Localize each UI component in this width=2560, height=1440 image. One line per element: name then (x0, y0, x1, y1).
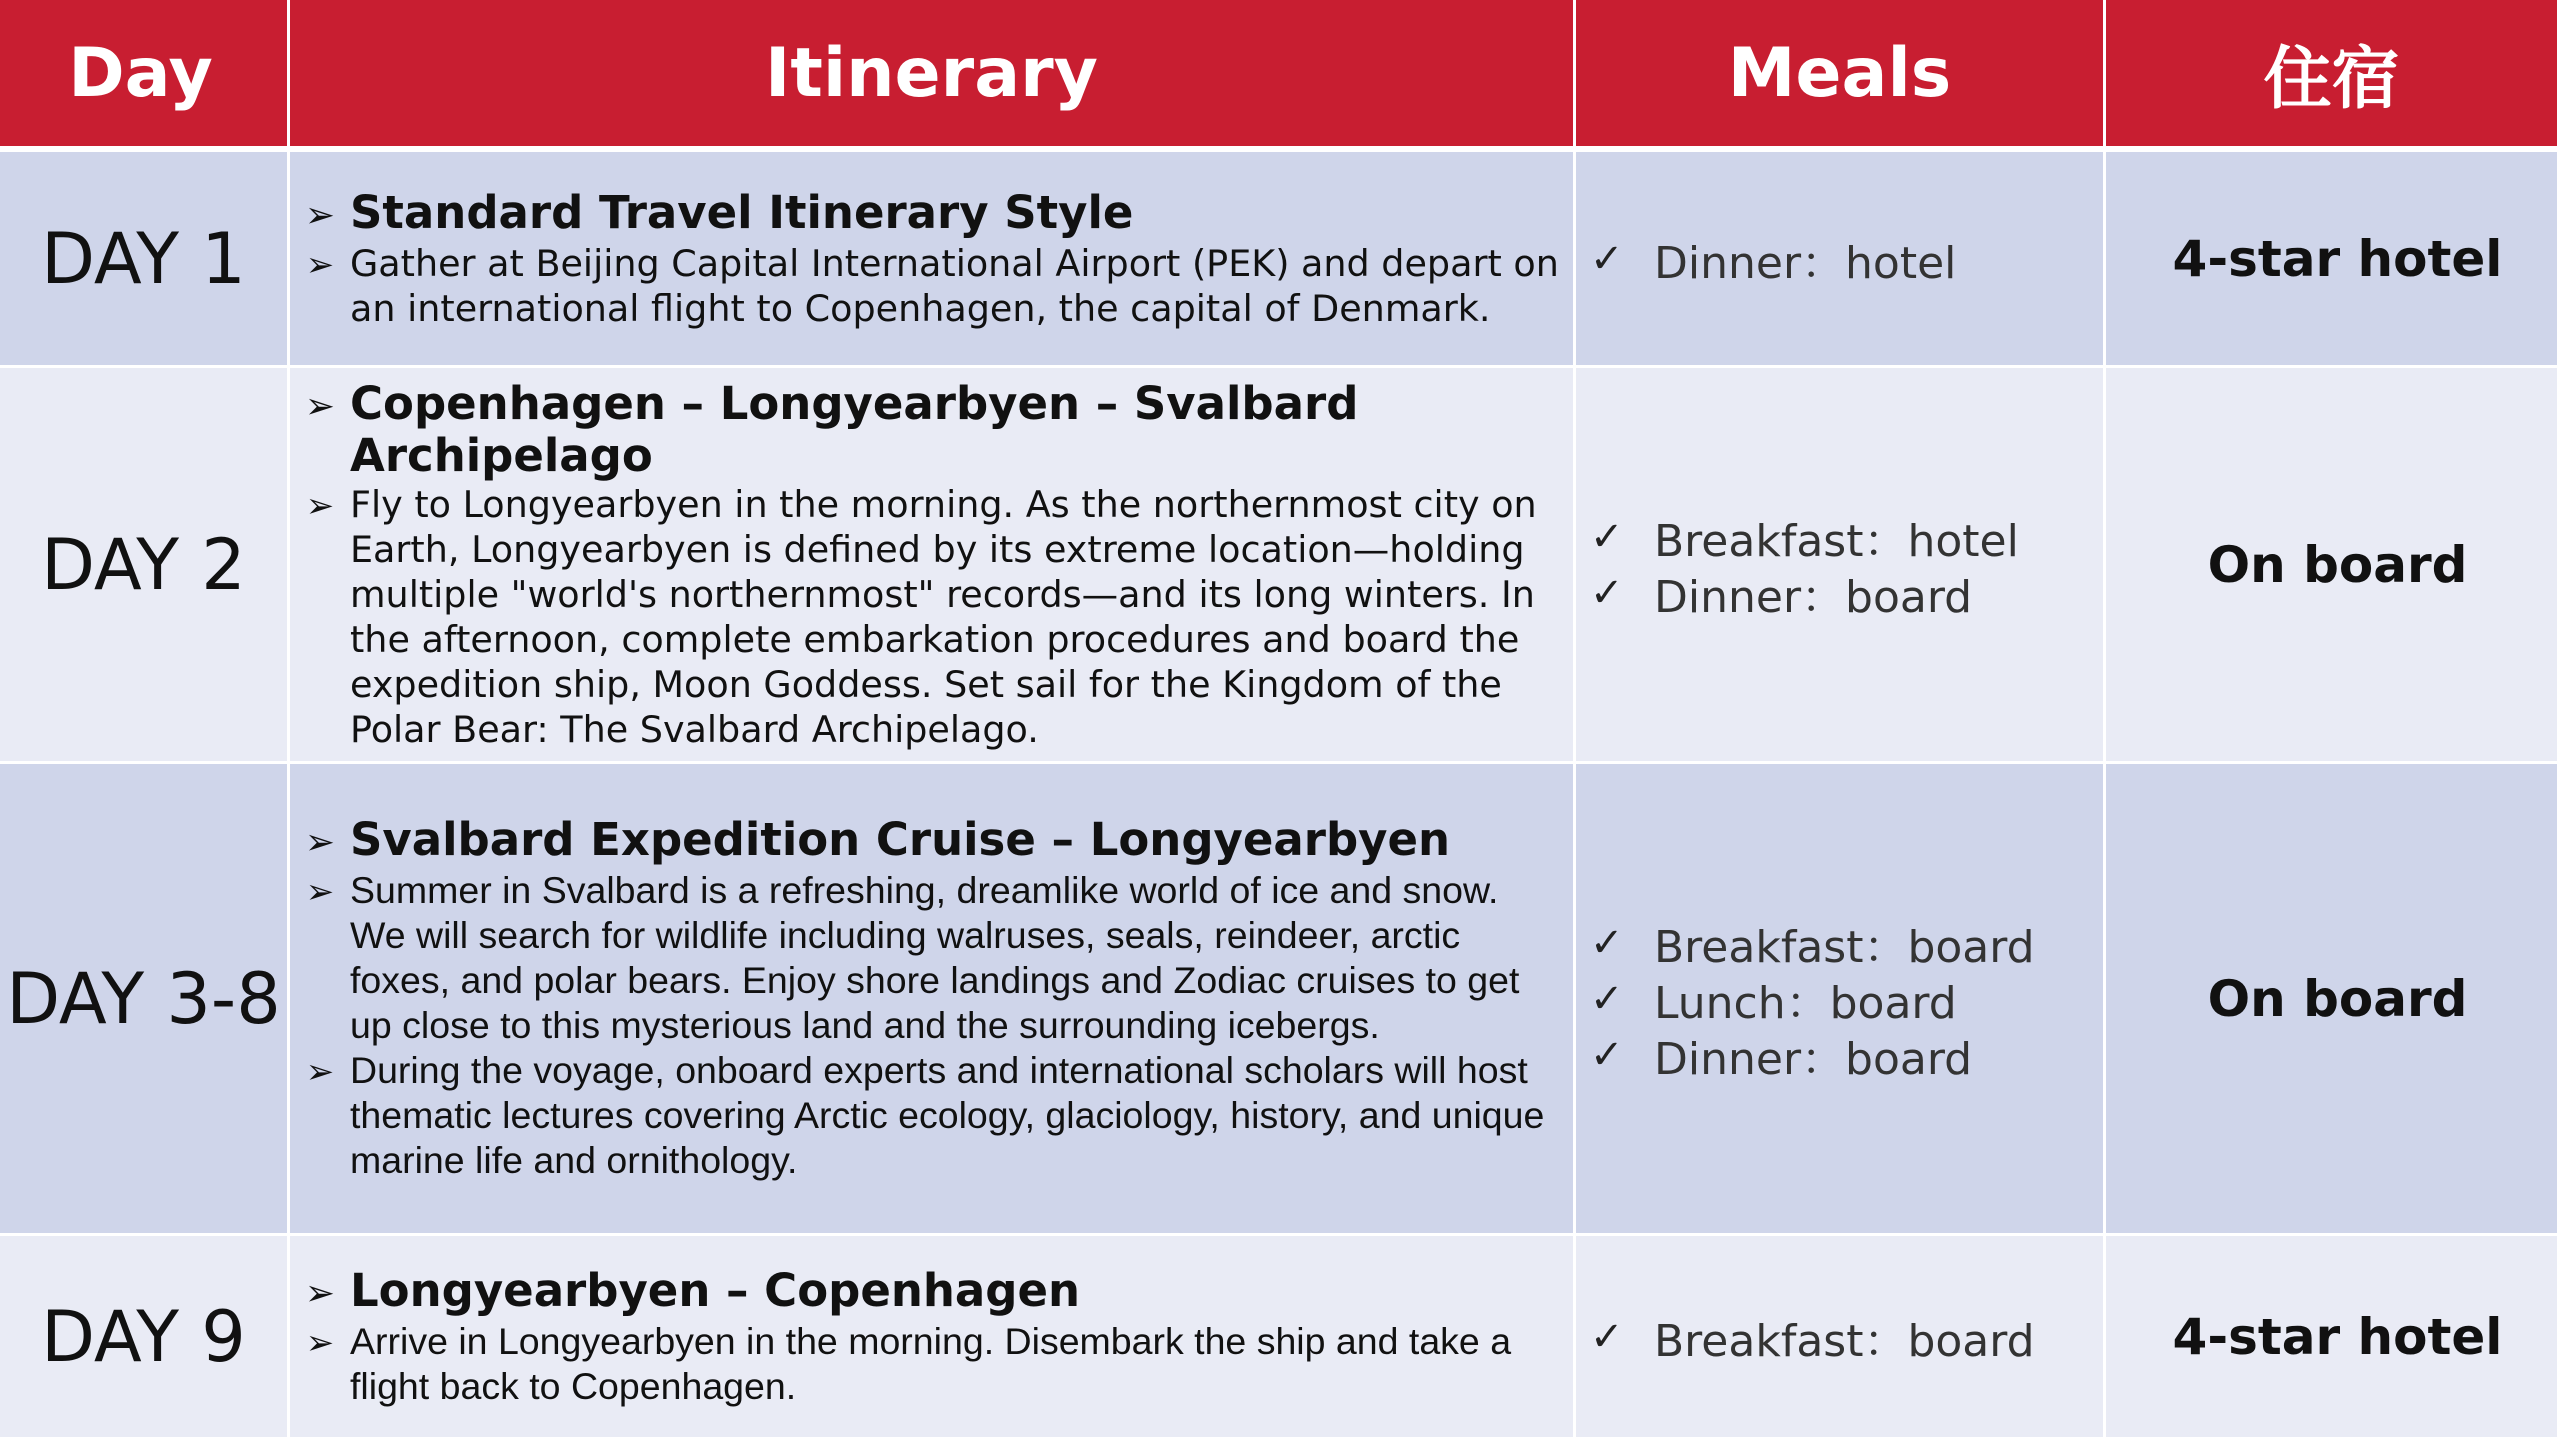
itinerary-title-line (290, 187, 1563, 241)
itinerary-paragraph-line (290, 1048, 1563, 1183)
meal-item (1576, 971, 2103, 1027)
itinerary-cell (290, 152, 1576, 368)
day-label: DAY 1 (0, 152, 290, 368)
itinerary-title: Copenhagen – Longyearbyen – Svalbard Archipelago (350, 376, 1359, 482)
meal-item (1576, 915, 2103, 971)
itinerary-paragraph-line (290, 868, 1563, 1048)
checkmark-icon: ✓ (1590, 919, 1624, 966)
arrowhead-bullet-icon: ➢ (304, 1271, 336, 1313)
itinerary-title-line (290, 814, 1563, 868)
checkmark-icon: ✓ (1590, 513, 1624, 560)
accommodation-cell: 4-star hotel (2106, 152, 2560, 368)
meals-cell (1576, 152, 2106, 368)
header-itinerary: Itinerary (290, 0, 1576, 152)
header-meals: Meals (1576, 0, 2106, 152)
itinerary-cell (290, 368, 1576, 764)
itinerary-paragraph-line (290, 241, 1563, 331)
accommodation-cell: 4-star hotel (2106, 1236, 2560, 1440)
arrowhead-bullet-icon: ➢ (305, 486, 335, 525)
arrowhead-bullet-icon: ➢ (305, 873, 335, 911)
itinerary-title: Standard Travel Itinerary Style (350, 185, 1134, 239)
itinerary-title: Longyearbyen – Copenhagen (350, 1263, 1081, 1317)
itinerary-title: Svalbard Expedition Cruise – Longyearbyen (350, 813, 1451, 866)
day-label: DAY 2 (0, 368, 290, 764)
checkmark-icon: ✓ (1590, 1031, 1624, 1078)
checkmark-icon: ✓ (1590, 975, 1624, 1022)
meal-text: Breakfast：hotel (1654, 515, 2019, 567)
meal-text: Breakfast：board (1654, 1315, 2035, 1367)
itinerary-title-line (290, 1265, 1563, 1319)
meal-text: Lunch：board (1654, 977, 1957, 1029)
itinerary-title-line (290, 378, 1563, 482)
itinerary-paragraph: Arrive in Longyearbyen in the morning. Disembark the ship and take a flight back to Copenhagen. (350, 1319, 1512, 1407)
itinerary-paragraph: Gather at Beijing Capital International Airport (PEK) and depart on an international flight to Copenhagen, the capital of Denmark. (350, 241, 1559, 330)
checkmark-icon: ✓ (1590, 1313, 1624, 1360)
day-label: DAY 3-8 (0, 764, 290, 1236)
itinerary-cell (290, 764, 1576, 1236)
itinerary-paragraph: During the voyage, onboard experts and international scholars will host thematic lectures covering Arctic ecology, glaciology, history, and unique marine life and ornithology. (350, 1049, 1545, 1181)
meal-text: Breakfast：board (1654, 921, 2035, 973)
meals-cell (1576, 1236, 2106, 1440)
meal-item (1576, 1309, 2103, 1365)
meal-item (1576, 509, 2103, 565)
itinerary-cell (290, 1236, 1576, 1440)
meal-text: Dinner：hotel (1654, 237, 1957, 289)
arrowhead-bullet-icon: ➢ (305, 1053, 335, 1091)
accommodation-cell: On board (2106, 764, 2560, 1236)
itinerary-paragraph-line (290, 1319, 1563, 1409)
meals-cell (1576, 764, 2106, 1236)
day-label: DAY 9 (0, 1236, 290, 1440)
meal-item (1576, 1027, 2103, 1083)
itinerary-paragraph: Summer in Svalbard is a refreshing, dreamlike world of ice and snow. We will search for wildlife including walruses, seals, reindeer, arctic foxes, and polar bears. Enjoy shore landings and Zodiac cruises to get up close to this mysterious land and the surrounding icebergs. (350, 869, 1520, 1046)
meal-item (1576, 565, 2103, 621)
arrowhead-bullet-icon: ➢ (304, 193, 336, 235)
itinerary-paragraph: Fly to Longyearbyen in the morning. As the northernmost city on Earth, Longyearbyen is defined by its extreme location—holding multiple "world's northernmost" records—and its long winters. In the afternoon, complete embarkation procedures and board the expedition ship, Moon Goddess. Set sail for the Kingdom of the Polar Bear: The Svalbard Archipelago. (350, 482, 1537, 751)
arrowhead-bullet-icon: ➢ (304, 384, 336, 426)
header-day: Day (0, 0, 290, 152)
arrowhead-bullet-icon: ➢ (304, 821, 336, 862)
meals-cell (1576, 368, 2106, 764)
meal-item (1576, 231, 2103, 287)
accommodation-cell: On board (2106, 368, 2560, 764)
meal-text: Dinner：board (1654, 571, 1973, 623)
itinerary-paragraph-line (290, 482, 1563, 752)
arrowhead-bullet-icon: ➢ (305, 245, 335, 284)
arrowhead-bullet-icon: ➢ (305, 1323, 335, 1362)
meal-text: Dinner：board (1654, 1033, 1973, 1085)
checkmark-icon: ✓ (1590, 235, 1624, 282)
header-accommodation: 住宿 (2106, 0, 2560, 152)
checkmark-icon: ✓ (1590, 569, 1624, 616)
